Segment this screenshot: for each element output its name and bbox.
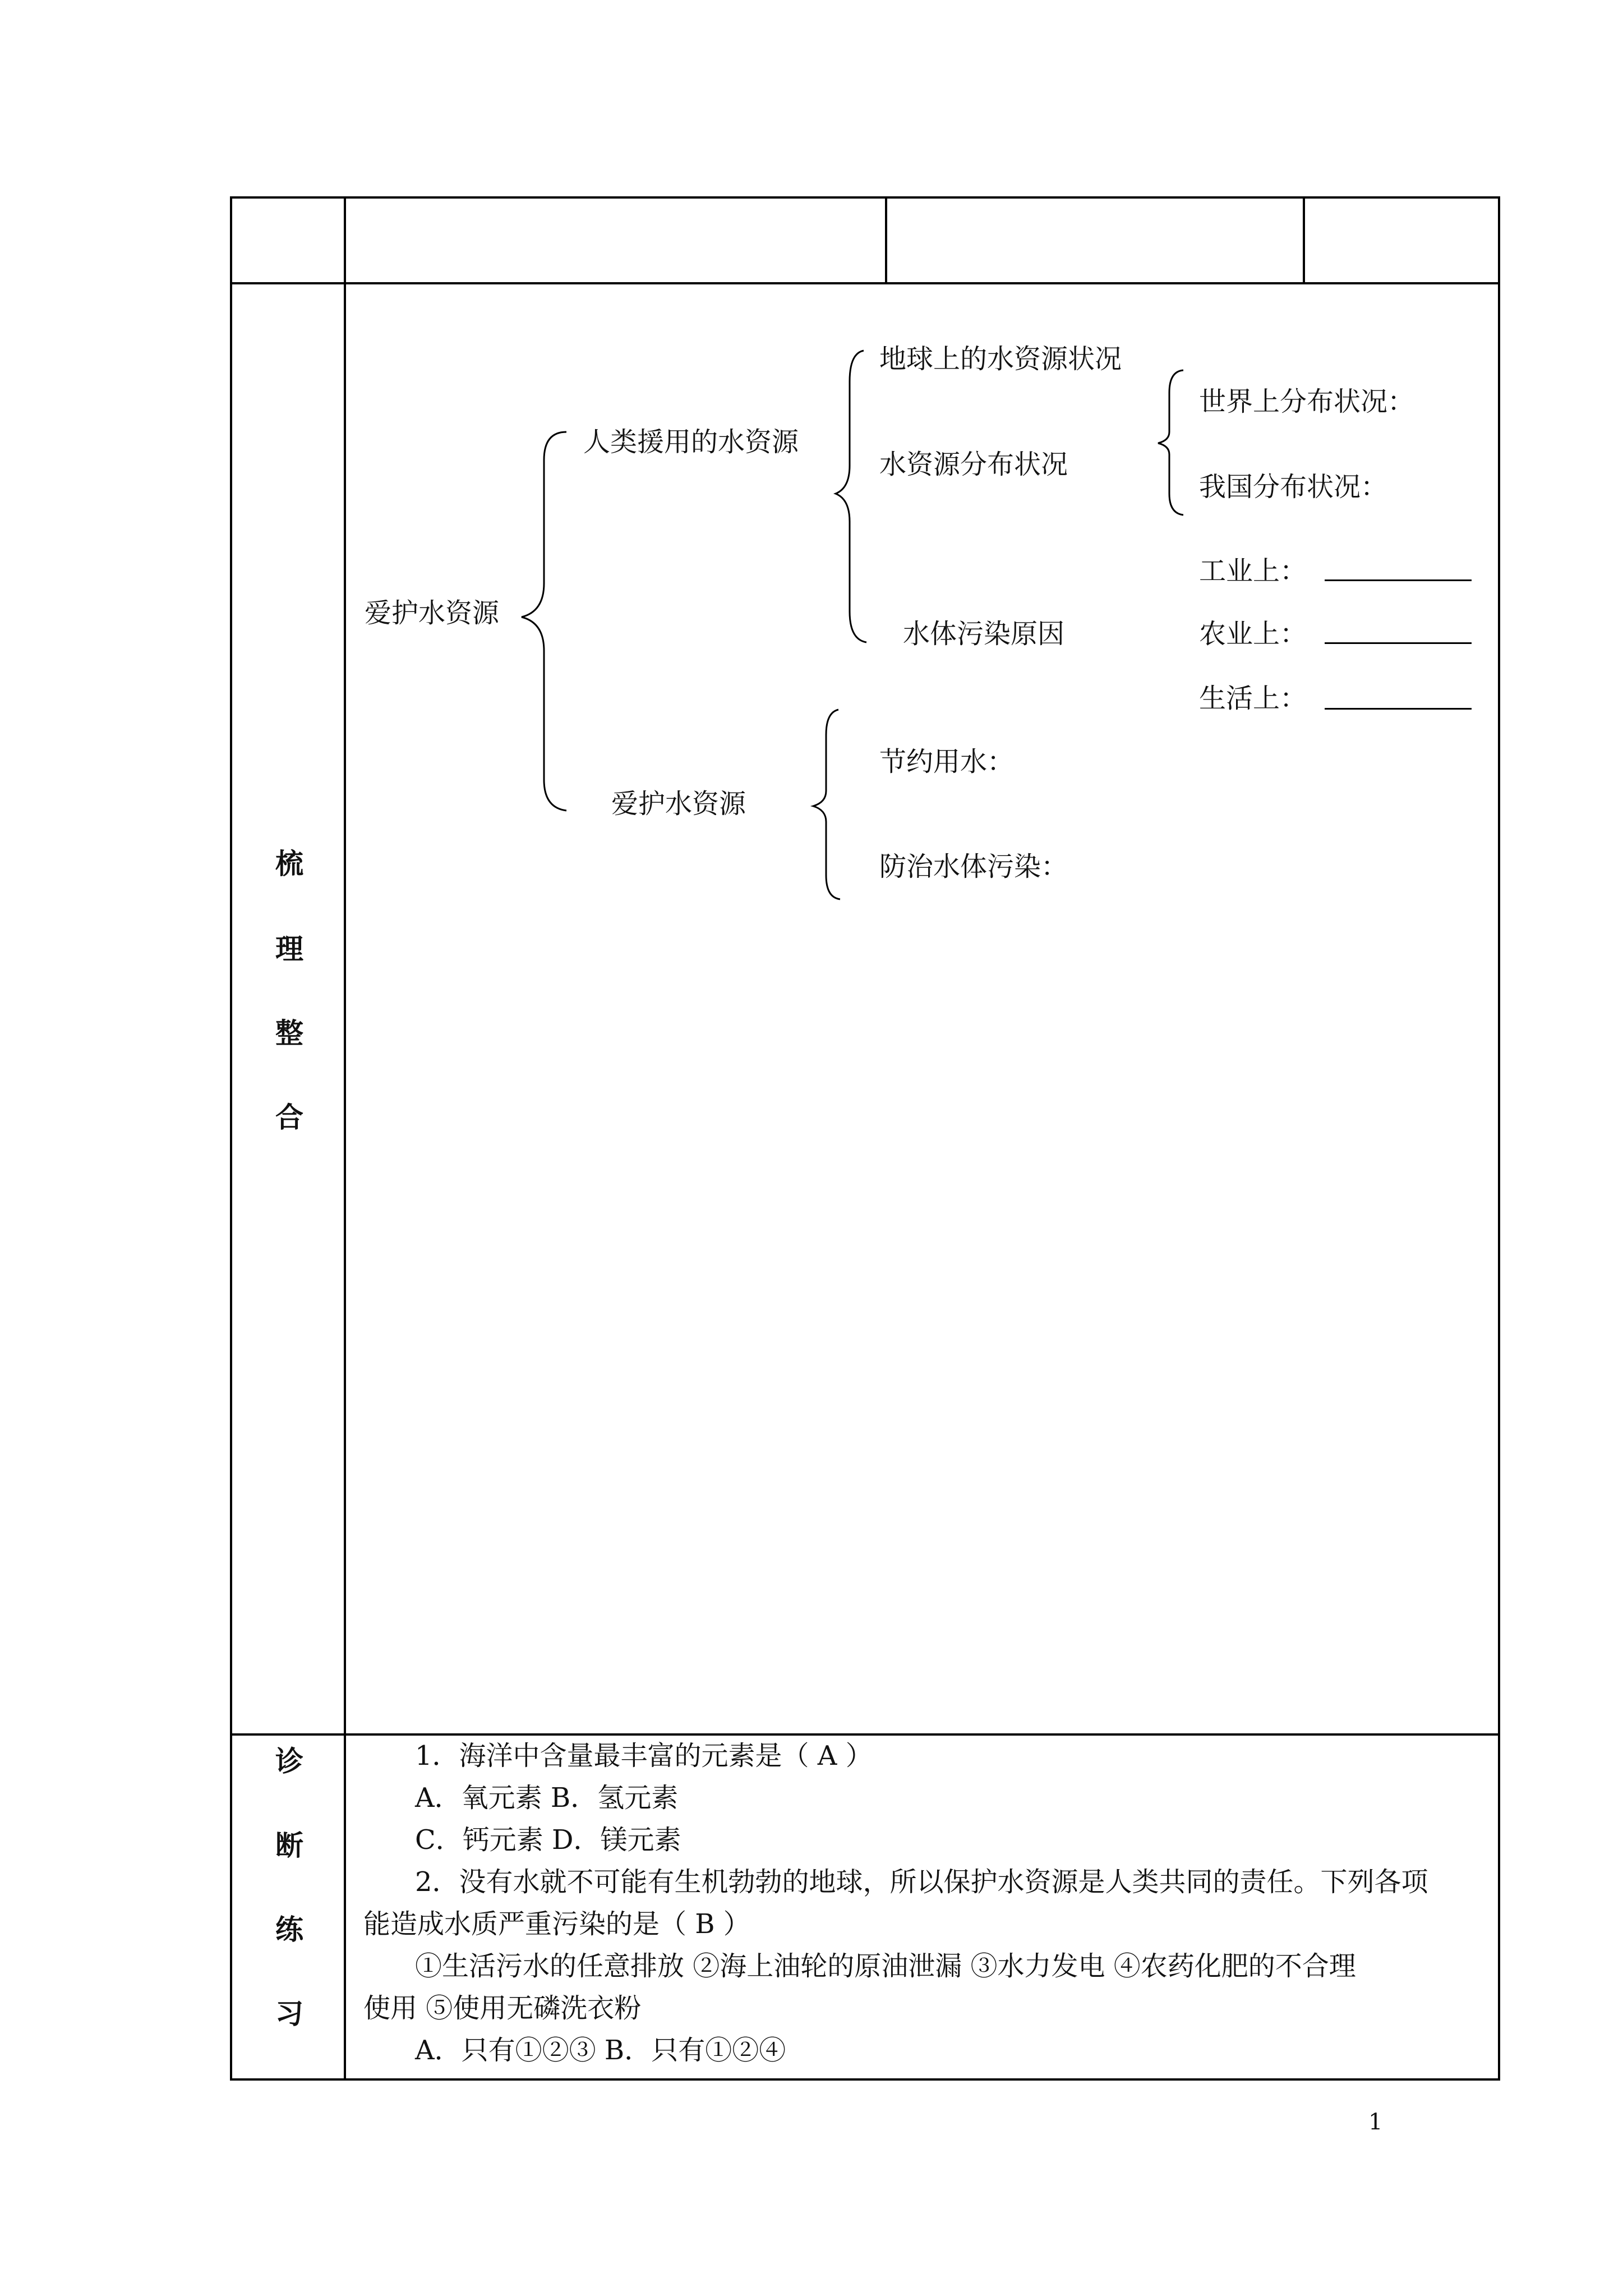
agriculture-label: 农业上：: [1199, 618, 1307, 650]
earth-water-status: 地球上的水资源状况: [879, 343, 1122, 375]
industry-blank: [1325, 579, 1472, 581]
q1-stem: 1．海洋中含量最丰富的元素是（ A ）: [415, 1740, 873, 1772]
root-brace: [522, 432, 566, 811]
concept-root: 爱护水资源: [365, 597, 500, 629]
q1-options-cd: C．钙元素 D．镁元素: [415, 1824, 681, 1856]
summary-label-char: 合: [275, 1101, 303, 1134]
industry-label: 工业上：: [1199, 555, 1307, 587]
summary-label-char: 整: [275, 1017, 303, 1050]
branch1-title: 人类援用的水资源: [583, 426, 799, 458]
practice-label-char: 断: [275, 1829, 303, 1862]
summary-label-char: 梳: [275, 848, 303, 880]
q2-items-line1: ①生活污水的任意排放 ②海上油轮的原油泄漏 ③水力发电 ④农药化肥的不合理: [415, 1950, 1356, 1982]
china-distribution: 我国分布状况：: [1199, 471, 1388, 503]
world-distribution: 世界上分布状况：: [1199, 386, 1415, 417]
pollution-cause: 水体污染原因: [903, 618, 1065, 650]
summary-label-char: 理: [275, 933, 303, 965]
q2-stem-line2: 能造成水质严重污染的是（ B ）: [363, 1908, 750, 1940]
practice-label-char: 诊: [275, 1745, 303, 1778]
q2-items-line2: 使用 ⑤使用无磷洗衣粉: [363, 1993, 642, 2024]
q2-options-ab: A．只有①②③ B．只有①②④: [415, 2035, 786, 2066]
agriculture-blank: [1325, 642, 1472, 644]
branch1-brace: [836, 351, 866, 642]
daily-life-label: 生活上：: [1199, 683, 1307, 714]
practice-label-char: 习: [275, 1998, 303, 2030]
save-water-label: 节约用水：: [879, 746, 1015, 777]
daily-life-blank: [1325, 708, 1472, 710]
branch2-brace: [813, 710, 840, 899]
prevent-pollution-label: 防治水体污染：: [879, 851, 1068, 882]
branch2-title: 爱护水资源: [611, 788, 746, 820]
distribution-brace: [1158, 370, 1183, 515]
practice-label-char: 练: [275, 1913, 303, 1946]
water-distribution: 水资源分布状况: [879, 449, 1068, 480]
q2-stem-line1: 2．没有水就不可能有生机勃勃的地球，所以保护水资源是人类共同的责任。下列各项: [415, 1866, 1428, 1898]
page-number: 1: [1368, 2109, 1383, 2135]
q1-options-ab: A．氧元素 B．氢元素: [415, 1782, 679, 1814]
